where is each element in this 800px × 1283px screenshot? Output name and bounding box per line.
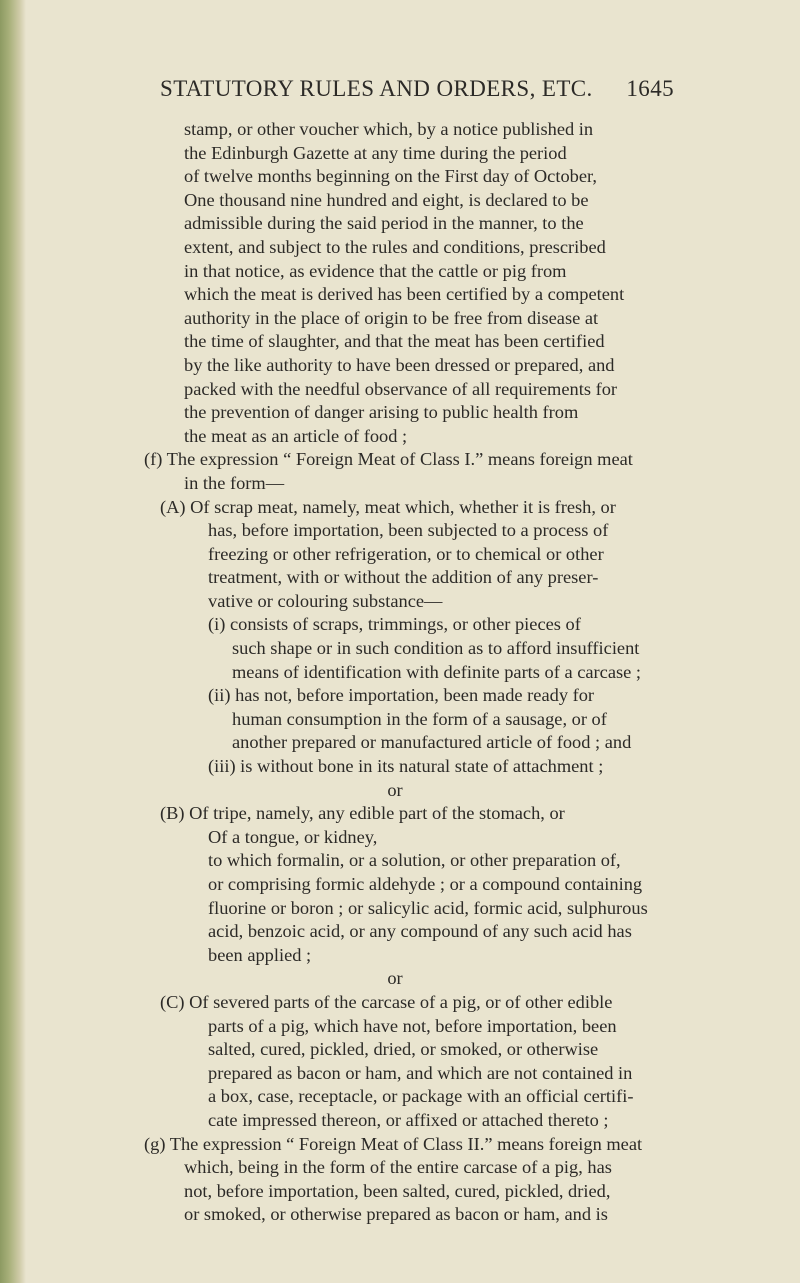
text-line: another prepared or manufactured article of food ; and [232, 732, 632, 753]
text-line: the prevention of danger arising to public health from [184, 402, 579, 423]
text-line: not, before importation, been salted, cured, pickled, dried, [184, 1180, 611, 1201]
text-line: packed with the needful observance of all requirements for [184, 378, 618, 399]
text-line: freezing or other refrigeration, or to chemical or other [208, 543, 604, 564]
text-line: to which formalin, or a solution, or other preparation of, [208, 850, 621, 871]
text-line: the time of slaughter, and that the meat has been certified [184, 331, 605, 352]
text-line: a box, case, receptacle, or package with an official certifi- [208, 1086, 634, 1107]
text-line: in that notice, as evidence that the cattle or pig from [184, 260, 567, 281]
text-line: the meat as an article of food ; [184, 425, 408, 446]
text-line: (f) The expression “ Foreign Meat of Class I.” means foreign meat [144, 449, 633, 470]
text-line: in the form— [184, 472, 285, 493]
text-line: extent, and subject to the rules and conditions, prescribed [184, 236, 606, 257]
running-title: STATUTORY RULES AND ORDERS, ETC. [160, 76, 593, 101]
text-line: One thousand nine hundred and eight, is declared to be [184, 189, 589, 210]
text-line: which, being in the form of the entire carcase of a pig, has [184, 1157, 612, 1178]
text-line: human consumption in the form of a sausage, or of [232, 708, 607, 729]
text-line: been applied ; [208, 944, 312, 965]
text-line: stamp, or other voucher which, by a notice published in [184, 119, 594, 139]
text-line: means of identification with definite parts of a carcase ; [232, 661, 642, 682]
text-line: by the like authority to have been dressed or prepared, and [184, 354, 615, 375]
text-line: parts of a pig, which have not, before importation, been [208, 1015, 617, 1036]
text-line: or smoked, or otherwise prepared as bacon or ham, and is [184, 1204, 608, 1225]
text-line: or [387, 779, 403, 800]
text-line: (ii) has not, before importation, been made ready for [208, 685, 595, 706]
text-line: salted, cured, pickled, dried, or smoked, or otherwise [208, 1039, 599, 1060]
text-line: authority in the place of origin to be free from disease at [184, 307, 599, 328]
text-line: which the meat is derived has been certified by a competent [184, 284, 625, 305]
text-line: (i) consists of scraps, trimmings, or other pieces of [208, 614, 581, 635]
running-header [160, 76, 674, 102]
text-line: (B) Of tripe, namely, any edible part of the stomach, or [160, 803, 565, 824]
text-line: treatment, with or without the addition of any preser- [208, 567, 599, 588]
text-line: admissible during the said period in the manner, to the [184, 213, 584, 234]
text-line: Of a tongue, or kidney, [208, 826, 378, 847]
text-line: (iii) is without bone in its natural state of attachment ; [208, 756, 604, 777]
text-line: (g) The expression “ Foreign Meat of Class II.” means foreign meat [144, 1133, 643, 1154]
text-line: or comprising formic aldehyde ; or a compound containing [208, 874, 643, 894]
text-line: the Edinburgh Gazette at any time during the period [184, 142, 567, 163]
text-line: vative or colouring substance— [208, 590, 443, 611]
text-line: fluorine or boron ; or salicylic acid, formic acid, sulphurous [208, 897, 648, 918]
text-line: (A) Of scrap meat, namely, meat which, whether it is fresh, or [160, 496, 616, 517]
text-line: of twelve months beginning on the First day of October, [184, 166, 597, 187]
text-line: such shape or in such condition as to afford insufficient [232, 638, 640, 659]
text-line: cate impressed thereon, or affixed or attached thereto ; [208, 1109, 609, 1130]
text-line: (C) Of severed parts of the carcase of a pig, or of other edible [160, 991, 613, 1012]
text-line: prepared as bacon or ham, and which are not contained in [208, 1062, 633, 1083]
text-line: or [387, 968, 403, 989]
text-line: has, before importation, been subjected to a process of [208, 520, 609, 541]
text-line: acid, benzoic acid, or any compound of any such acid has [208, 921, 632, 942]
body-text [144, 118, 690, 1227]
page-number: 1645 [626, 76, 674, 101]
